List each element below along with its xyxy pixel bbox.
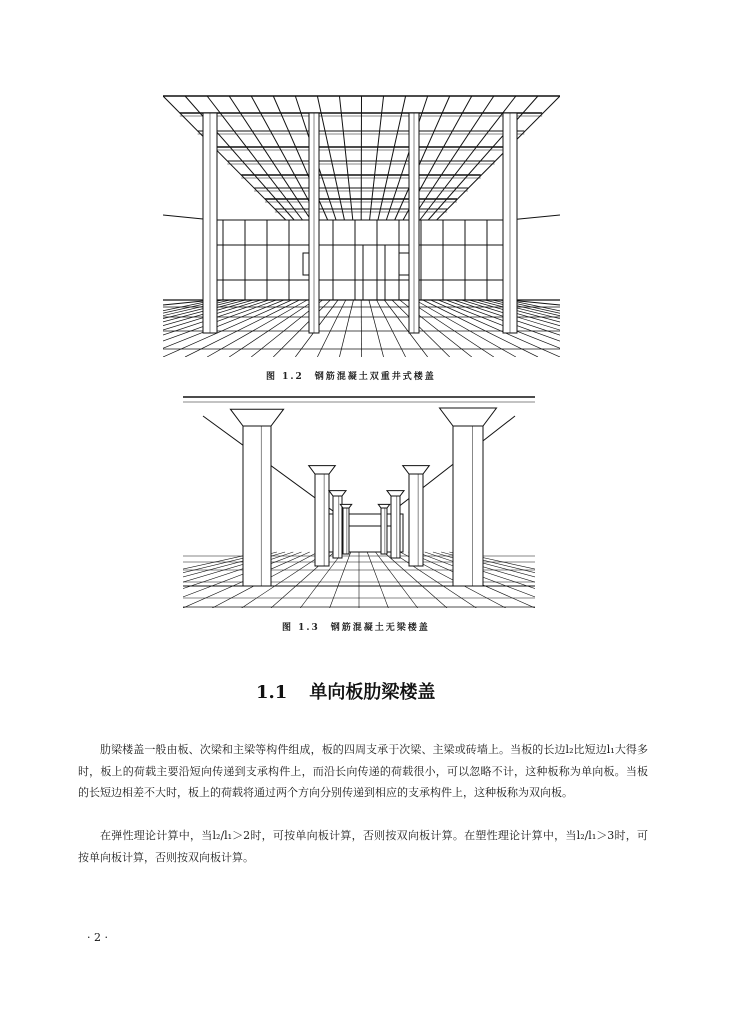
figure-flat-slab [183,396,535,608]
section-number: 1.1 [256,682,288,703]
figure-waffle-slab [163,95,560,357]
section-heading [256,678,435,704]
waffle-slab-drawing [163,95,560,357]
body-paragraph: 在弹性理论计算中，当l₂/l₁＞2时，可按单向板计算，否则按双向板计算。在塑性理论计算中，当l₂/l₁＞3时，可按单向板计算，否则按双向板计算。 [78,829,648,864]
page-number: · 2 · [87,931,108,944]
section-title: 单向板肋梁楼盖 [309,682,436,703]
figure-caption: 图 1.2 钢筋混凝土双重井式楼盖 [266,372,436,382]
body-paragraph: 肋梁楼盖一般由板、次梁和主梁等构件组成，板的四周支承于次梁、主梁或砖墙上。当板的长边l₂比短边l₁大得多时，板上的荷载主要沿短向传递到支承构件上，而沿长向传递的荷载很小，可以忽略不计，这种板称为单向板。当板的长短边相差不大时，板上的荷载将通过两个方向分别传递到相应的支承构件上，这种板称为双向板。 [78,743,648,799]
flat-slab-drawing [183,396,535,608]
figure-caption: 图 1.3 钢筋混凝土无梁楼盖 [282,623,430,633]
